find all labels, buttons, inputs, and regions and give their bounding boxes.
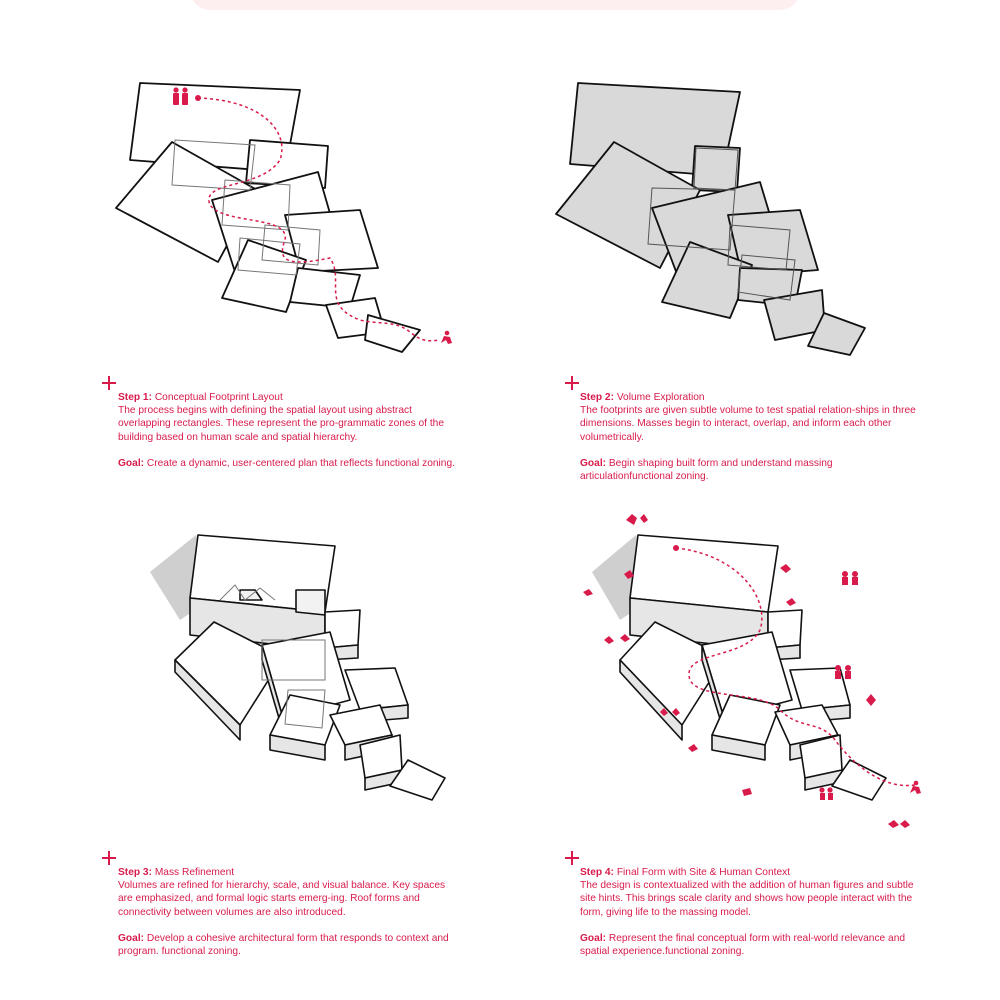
goal-label: Goal:: [118, 457, 145, 469]
small-block-top: [345, 668, 408, 710]
goal-text: Represent the final conceptual form with real-world relevance and spatial experience.functional zoning.: [580, 932, 906, 958]
step3-mass-refinement-diagram: [140, 525, 460, 815]
step-label: Step 1:: [118, 392, 152, 403]
plus-marker-icon: [102, 376, 116, 390]
step-label: Step 3:: [118, 867, 152, 878]
step-title: Conceptual Footprint Layout: [154, 392, 283, 403]
step-description: Volumes are refined for hierarchy, scale, and visual balance. Key spaces are emphasized, and formal logic starts emerg-ing. Roof forms and connectivity between volumes are also introduced.: [118, 880, 446, 918]
step-description: The process begins with defining the spatial layout using abstract overlapping rectangles. These represent the pro-grammatic zones of the building based on human scale and spatial hierarchy.: [118, 405, 444, 443]
step2-caption: [580, 391, 920, 483]
step-description: The design is contextualized with the addition of human figures and subtle site hints. This brings scale clarity and shows how people interact with the form, giving life to the massing model.: [580, 880, 914, 918]
goal-text: Develop a cohesive architectural form that responds to context and program. functional zoning.: [118, 932, 449, 958]
plus-marker-icon: [565, 851, 579, 865]
step-label: Step 4:: [580, 867, 614, 878]
step-description: The footprints are given subtle volume to test spatial relation-ships in three dimensions. Masses begin to interact, overlap, and inform each other volumetrically.: [580, 405, 916, 443]
goal-label: Goal:: [118, 932, 145, 944]
wing-top: [296, 590, 325, 615]
step-title: Mass Refinement: [154, 867, 235, 878]
plus-marker-icon: [565, 376, 579, 390]
step-title: Final Form with Site & Human Context: [616, 867, 791, 878]
path-start-dot: [673, 545, 679, 551]
volume-mass: [692, 146, 740, 192]
goal-text: Begin shaping built form and understand massing articulationfunctional zoning.: [580, 457, 833, 483]
step1-footprint-diagram: [90, 60, 490, 370]
step2-volume-diagram: [540, 60, 900, 370]
path-start-dot: [195, 95, 201, 101]
header-banner: [190, 0, 800, 10]
step-label: Step 2:: [580, 392, 614, 403]
plus-marker-icon: [102, 851, 116, 865]
goal-label: Goal:: [580, 932, 607, 944]
goal-label: Goal:: [580, 457, 607, 469]
step-title: Volume Exploration: [616, 392, 705, 403]
goal-text: Create a dynamic, user-centered plan that reflects functional zoning.: [146, 457, 455, 469]
step4-caption: [580, 866, 920, 958]
step4-final-form-diagram: [560, 505, 940, 845]
step1-caption: [118, 391, 458, 470]
footprint-zone: [365, 315, 420, 352]
step3-caption: [118, 866, 458, 958]
running-figure-icon: [441, 331, 452, 344]
